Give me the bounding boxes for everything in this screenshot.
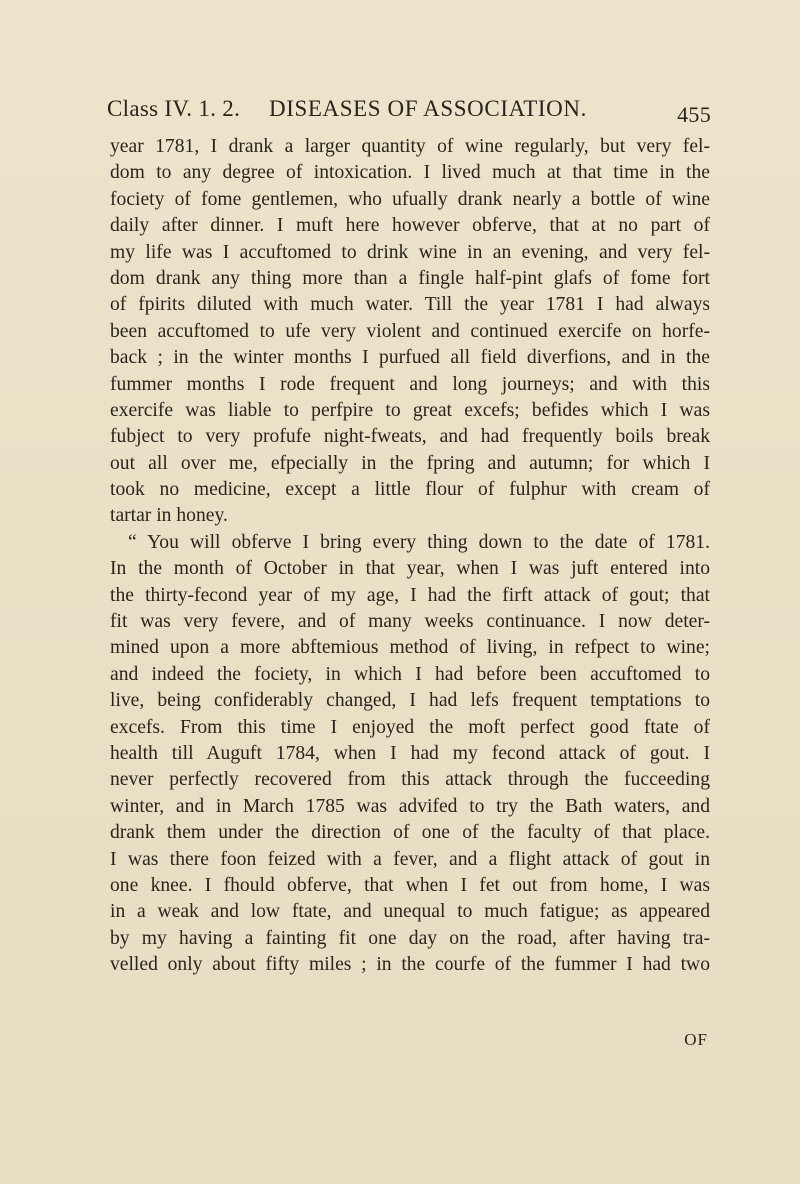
running-head	[107, 96, 711, 130]
text-line: never perfectly recovered from this attack through the fucceeding	[110, 769, 710, 791]
text-line: fummer months I rode frequent and long journeys; and with this	[110, 373, 710, 395]
text-line: year 1781, I drank a larger quantity of wine regularly, but very fel-	[110, 136, 710, 157]
text-line: dom drank any thing more than a fingle half-pint glafs of fome fort	[110, 267, 710, 289]
text-line: in a weak and low ftate, and unequal to much fatigue; as appeared	[110, 901, 710, 923]
text-line: fit was very fevere, and of many weeks continuance. I now deter-	[110, 611, 710, 633]
text-line: of fpirits diluted with much water. Till the year 1781 I had always	[110, 294, 710, 316]
chapter-title: DISEASES OF ASSOCIATION.	[269, 96, 587, 121]
text-line: excefs. From this time I enjoyed the moft perfect good ftate of	[110, 716, 710, 738]
text-line: out all over me, efpecially in the fpring and autumn; for which I	[110, 452, 710, 474]
text-line: exercife was liable to perfpire to great excefs; befides which I was	[110, 399, 710, 421]
text-line: drank them under the direction of one of the faculty of that place.	[110, 822, 710, 844]
text-line: dom to any degree of intoxication. I lived much at that time in the	[110, 162, 710, 184]
body-text	[110, 134, 710, 979]
text-line: health till Auguft 1784, when I had my fecond attack of gout. I	[110, 742, 710, 764]
text-line: mined upon a more abftemious method of living, in refpect to wine;	[110, 637, 710, 659]
text-line: took no medicine, except a little flour of fulphur with cream of	[110, 479, 710, 501]
text-line: “ You will obferve I bring every thing down to the date of 1781.	[128, 531, 710, 553]
page-number: 455	[677, 102, 711, 127]
text-line: tartar in honey.	[110, 505, 228, 527]
text-line: winter, and in March 1785 was advifed to try the Bath waters, and	[110, 795, 710, 817]
text-line: fociety of fome gentlemen, who ufually drank nearly a bottle of wine	[110, 188, 710, 210]
text-line: In the month of October in that year, when I was juft entered into	[110, 558, 710, 580]
text-line: velled only about fifty miles ; in the courfe of the fummer I had two	[110, 954, 710, 976]
text-line: daily after dinner. I muft here however obferve, that at no part of	[110, 215, 710, 237]
text-line: I was there foon feized with a fever, and a flight attack of gout in	[110, 848, 710, 870]
text-line: one knee. I fhould obferve, that when I fet out from home, I was	[110, 874, 710, 896]
text-line: by my having a fainting fit one day on the road, after having tra-	[110, 927, 710, 949]
text-line: back ; in the winter months I purfued all field diverfions, and in the	[110, 347, 710, 369]
text-line: been accuftomed to ufe very violent and continued exercife on horfe-	[110, 320, 710, 342]
catchword: OF	[684, 1030, 708, 1049]
class-label: Class IV. 1. 2.	[107, 96, 241, 121]
text-line: the thirty-fecond year of my age, I had the firft attack of gout; that	[110, 584, 710, 606]
text-line: my life was I accuftomed to drink wine in an evening, and very fel-	[110, 241, 710, 263]
text-line: live, being confiderably changed, I had lefs frequent temptations to	[110, 690, 710, 712]
text-line: fubject to very profufe night-fweats, and had frequently boils break	[110, 426, 710, 448]
text-line: and indeed the fociety, in which I had before been accuftomed to	[110, 663, 710, 685]
